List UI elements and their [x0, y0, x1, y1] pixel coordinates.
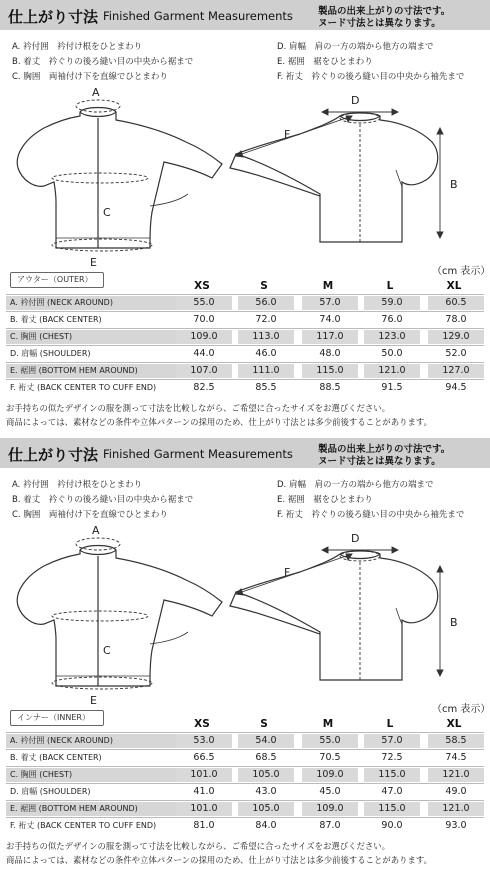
front-view: [17, 546, 222, 687]
footer-note-2: 商品によっては、素材などの条件や立体パターンの採用のため、仕上がり寸法とは多少前後することがあります。: [6, 417, 432, 427]
table-row: [6, 311, 484, 328]
section-title: 仕上がり寸法: [8, 446, 99, 464]
measurement-value: 115.0: [364, 768, 420, 782]
measurement-value: 48.0: [319, 348, 341, 359]
header-note-2: ヌード寸法とは異なります。: [318, 18, 441, 29]
measurement-value: 93.0: [445, 820, 467, 831]
measurement-value: 41.0: [193, 786, 215, 797]
legend-item-right: D. 肩幅 肩の一方の端から他方の端まで: [277, 480, 434, 490]
legend-item-left: C. 胸囲 両袖付け下を直線でひとまわり: [12, 510, 168, 520]
measurement-label: C. 胸囲 (CHEST): [6, 330, 186, 344]
size-column-header: M: [322, 718, 334, 730]
size-column-header: M: [322, 280, 334, 292]
table-row: [6, 294, 484, 311]
label-f: F: [284, 566, 291, 579]
size-column-header: XS: [194, 718, 210, 730]
measurement-value: 105.0: [238, 802, 294, 816]
table-row: [6, 749, 484, 766]
section-header: [0, 0, 490, 30]
measurement-label: A. 衿付囲 (NECK AROUND): [6, 296, 186, 310]
table-row: [6, 817, 484, 834]
footer-note-1: お手持ちの似たデザインの服を測って寸法を比較しながら、ご希望に合ったサイズをお選びください。: [6, 841, 390, 851]
header-note-1: 製品の出来上がりの寸法です。: [318, 6, 451, 17]
measurement-value: 109.0: [302, 802, 358, 816]
size-column-header: XL: [446, 280, 462, 292]
size-column-header: S: [260, 718, 268, 730]
measurement-value: 60.5: [428, 296, 484, 310]
table-row: [6, 362, 484, 379]
legend-item-right: E. 裾囲 裾をひとまわり: [277, 57, 373, 67]
measurement-value: 115.0: [302, 364, 358, 378]
measurement-value: 57.0: [302, 296, 358, 310]
measurement-value: 107.0: [176, 364, 232, 378]
measurement-value: 55.0: [176, 296, 232, 310]
section-title: 仕上がり寸法: [8, 8, 99, 26]
label-e: E: [90, 694, 97, 707]
measurement-value: 68.5: [255, 752, 277, 763]
measurement-value: 45.0: [319, 786, 341, 797]
label-b: B: [450, 616, 458, 629]
measurement-value: 84.0: [255, 820, 277, 831]
measurement-value: 111.0: [238, 364, 294, 378]
measurement-value: 109.0: [302, 768, 358, 782]
measurement-value: 94.5: [445, 382, 467, 393]
legend-item-left: B. 着丈 衿ぐりの後ろ縫い目の中央から裾まで: [12, 57, 194, 67]
legend-item-left: B. 着丈 衿ぐりの後ろ縫い目の中央から裾まで: [12, 495, 194, 505]
back-view: [230, 551, 438, 680]
measurement-label: E. 裾囲 (BOTTOM HEM AROUND): [6, 802, 186, 816]
label-b: B: [450, 178, 458, 191]
measurement-value: 121.0: [428, 802, 484, 816]
measurement-value: 53.0: [176, 734, 232, 748]
garment-type-tab: アウター（OUTER）: [10, 272, 104, 288]
measurement-label: D. 肩幅 (SHOULDER): [10, 787, 91, 796]
size-column-header: XL: [446, 718, 462, 730]
measurement-value: 70.5: [319, 752, 341, 763]
measurement-value: 105.0: [238, 768, 294, 782]
measurement-value: 91.5: [381, 382, 403, 393]
label-c: C: [103, 206, 111, 219]
measurement-value: 50.0: [381, 348, 403, 359]
section-title-en: Finished Garment Measurements: [103, 9, 293, 23]
table-row: [6, 345, 484, 362]
measurement-value: 44.0: [193, 348, 215, 359]
measurement-value: 46.0: [255, 348, 277, 359]
measurement-label: E. 裾囲 (BOTTOM HEM AROUND): [6, 364, 186, 378]
diagram-area: [0, 520, 490, 708]
measurement-value: 127.0: [428, 364, 484, 378]
legend-item-left: A. 衿付囲 衿付け根をひとまわり: [12, 480, 143, 490]
measurement-value: 101.0: [176, 768, 232, 782]
size-column-header: L: [386, 280, 394, 292]
measurement-value: 88.5: [319, 382, 341, 393]
measurement-value: 101.0: [176, 802, 232, 816]
footer-note-1: お手持ちの似たデザインの服を測って寸法を比較しながら、ご希望に合ったサイズをお選びください。: [6, 403, 390, 413]
header-note-1: 製品の出来上がりの寸法です。: [318, 444, 451, 455]
measurement-value: 66.5: [193, 752, 215, 763]
garment-type-tab: インナー（INNER）: [10, 710, 104, 726]
header-note-2: ヌード寸法とは異なります。: [318, 456, 441, 467]
footer-note-2: 商品によっては、素材などの条件や立体パターンの採用のため、仕上がり寸法とは多少前後することがあります。: [6, 855, 432, 865]
measurement-label: D. 肩幅 (SHOULDER): [10, 349, 91, 358]
size-column-header: S: [260, 280, 268, 292]
legend-item-left: A. 衿付囲 衿付け根をひとまわり: [12, 42, 143, 52]
measurement-value: 117.0: [302, 330, 358, 344]
legend-item-right: E. 裾囲 裾をひとまわり: [277, 495, 373, 505]
hem-measure-line: [52, 677, 152, 689]
measurement-value: 109.0: [176, 330, 232, 344]
chest-measure-line: [52, 611, 148, 621]
measurement-label: F. 裄丈 (BACK CENTER TO CUFF END): [10, 383, 157, 392]
unit-note: （cm 表示）: [432, 704, 490, 715]
measurement-label: B. 着丈 (BACK CENTER): [10, 315, 102, 324]
measurement-value: 123.0: [364, 330, 420, 344]
legend-item-right: D. 肩幅 肩の一方の端から他方の端まで: [277, 42, 434, 52]
table-row: [6, 379, 484, 396]
size-section: [0, 0, 490, 437]
label-c: C: [103, 644, 111, 657]
measurement-value: 81.0: [193, 820, 215, 831]
measurement-value: 72.0: [255, 314, 277, 325]
measurement-value: 58.5: [428, 734, 484, 748]
measurement-value: 54.0: [238, 734, 294, 748]
measurement-value: 74.0: [319, 314, 341, 325]
section-title-en: Finished Garment Measurements: [103, 447, 293, 461]
measurement-label: C. 胸囲 (CHEST): [6, 768, 186, 782]
measurement-value: 52.0: [445, 348, 467, 359]
measurement-value: 113.0: [238, 330, 294, 344]
garment-diagram: [0, 520, 490, 708]
label-a: A: [92, 524, 100, 537]
measurement-value: 121.0: [428, 768, 484, 782]
measurement-value: 55.0: [302, 734, 358, 748]
measurement-value: 70.0: [193, 314, 215, 325]
legend-item-right: F. 裄丈 衿ぐりの後ろ縫い目の中央から袖先まで: [277, 510, 465, 520]
table-row: [6, 766, 484, 783]
measurement-value: 90.0: [381, 820, 403, 831]
measurement-value: 49.0: [445, 786, 467, 797]
measurement-value: 76.0: [381, 314, 403, 325]
chest-measure-line: [52, 173, 148, 183]
measurement-value: 74.5: [445, 752, 467, 763]
measurement-value: 129.0: [428, 330, 484, 344]
front-view: [17, 108, 222, 249]
table-row: [6, 328, 484, 345]
measurement-value: 43.0: [255, 786, 277, 797]
table-row: [6, 732, 484, 749]
measurement-label: A. 衿付囲 (NECK AROUND): [6, 734, 186, 748]
diagram-area: [0, 82, 490, 270]
measurement-value: 87.0: [319, 820, 341, 831]
measurement-value: 85.5: [255, 382, 277, 393]
garment-diagram: [0, 82, 490, 270]
table-row: [6, 800, 484, 817]
measurement-value: 56.0: [238, 296, 294, 310]
hem-measure-line: [52, 239, 152, 251]
measurement-value: 72.5: [381, 752, 403, 763]
section-header: [0, 438, 490, 468]
size-section: [0, 438, 490, 875]
measurement-value: 59.0: [364, 296, 420, 310]
size-column-header: XS: [194, 280, 210, 292]
label-a: A: [92, 86, 100, 99]
label-e: E: [90, 256, 97, 269]
label-d: D: [351, 94, 360, 107]
unit-note: （cm 表示）: [432, 266, 490, 277]
size-column-header: L: [386, 718, 394, 730]
measurement-value: 115.0: [364, 802, 420, 816]
measurement-label: F. 裄丈 (BACK CENTER TO CUFF END): [10, 821, 157, 830]
legend-item-left: C. 胸囲 両袖付け下を直線でひとまわり: [12, 72, 168, 82]
legend-item-right: F. 裄丈 衿ぐりの後ろ縫い目の中央から袖先まで: [277, 72, 465, 82]
measurement-value: 47.0: [381, 786, 403, 797]
measurement-value: 57.0: [364, 734, 420, 748]
measurement-value: 78.0: [445, 314, 467, 325]
measurement-value: 121.0: [364, 364, 420, 378]
measurement-label: B. 着丈 (BACK CENTER): [10, 753, 102, 762]
back-view: [230, 113, 438, 242]
label-d: D: [351, 532, 360, 545]
measurement-value: 82.5: [193, 382, 215, 393]
label-f: F: [284, 128, 291, 141]
table-row: [6, 783, 484, 800]
